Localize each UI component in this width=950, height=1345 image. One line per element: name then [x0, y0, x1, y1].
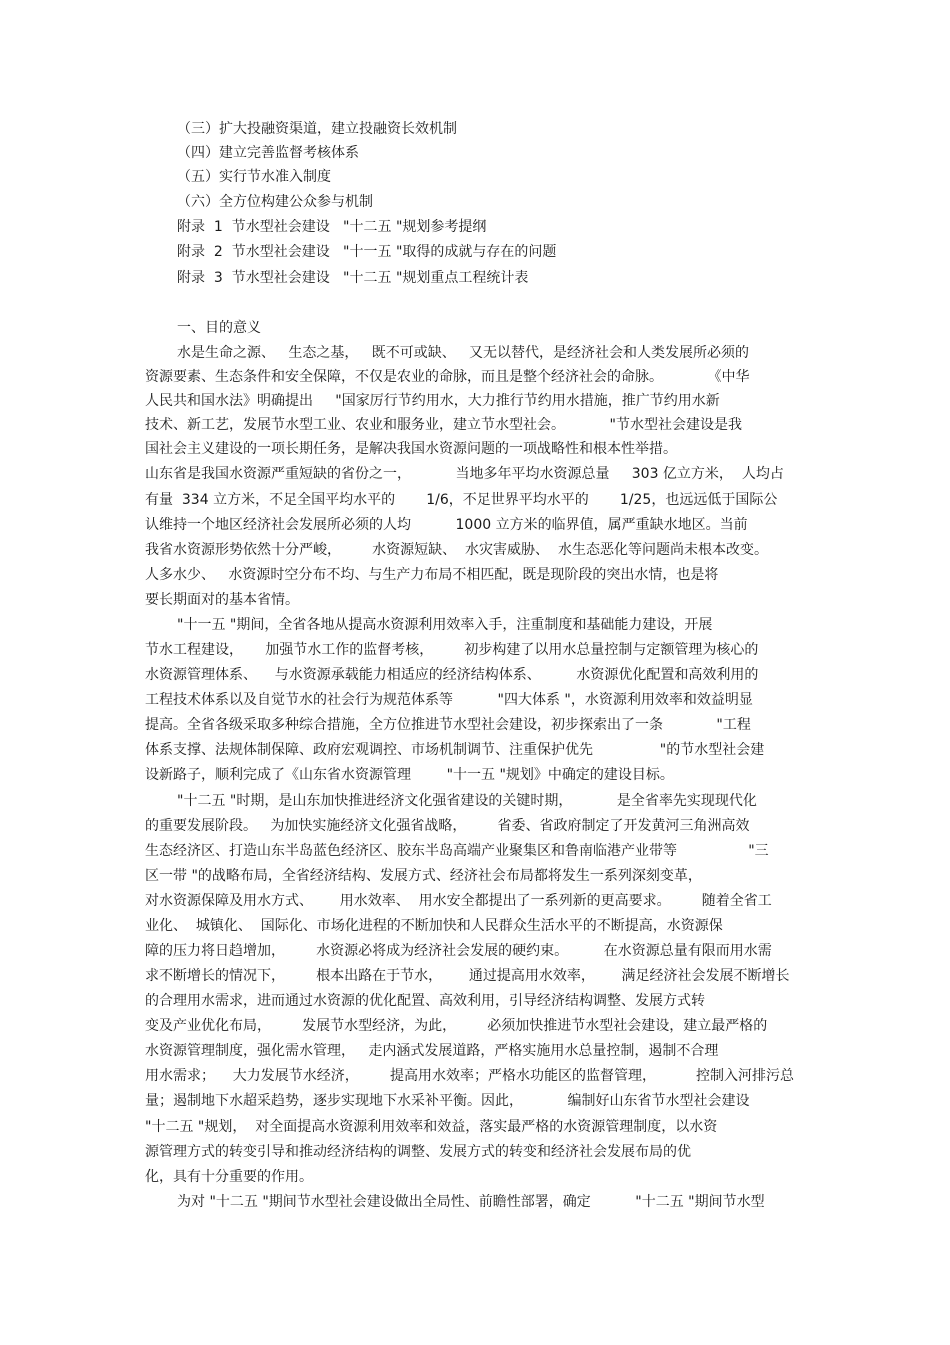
text-line: 资源要素、生态条件和安全保障，不仅是农业的命脉，而且是整个经济社会的命脉。 《中华	[145, 369, 750, 385]
toc-item: （五）实行节水准入制度	[177, 169, 331, 185]
text-line: 水资源管理体系、 与水资源承载能力相适应的经济结构体系、 水资源优化配置和高效利用的	[145, 667, 759, 683]
text-line: 节水工程建设， 加强节水工作的监督考核， 初步构建了以用水总量控制与定额管理为核心的	[145, 642, 759, 658]
text-line: 技术、新工艺，发展节水型工业、农业和服务业，建立节水型社会。 "节水型社会建设是我	[145, 417, 742, 433]
text-line: 水资源管理制度，强化需水管理， 走内涵式发展道路，严格实施用水总量控制，遏制不合理	[145, 1043, 719, 1059]
text-line: 求不断增长的情况下， 根本出路在于节水， 通过提高用水效率， 满足经济社会发展不断增长	[145, 968, 790, 984]
text-line: 生态经济区、打造山东半岛蓝色经济区、胶东半岛高端产业聚集区和鲁南临港产业带等 "三	[145, 843, 769, 859]
text-line: "十二五 "规划， 对全面提高水资源利用效率和效益，落实最严格的水资源管理制度，以水资	[145, 1119, 718, 1135]
toc-item: （四）建立完善监督考核体系	[177, 145, 359, 161]
text-line: 水是生命之源、 生态之基， 既不可或缺、 又无以替代，是经济社会和人类发展所必须的	[177, 345, 750, 361]
toc-appendix-item: 附录 3 节水型社会建设 "十二五 "规划重点工程统计表	[177, 270, 529, 286]
text-line: 设新路子，顺利完成了《山东省水资源管理 "十一五 "规划》中确定的建设目标。	[145, 767, 674, 783]
text-line: 障的压力将日趋增加， 水资源必将成为经济社会发展的硬约束。 在水资源总量有限而用水需	[145, 943, 772, 959]
text-line: 源管理方式的转变引导和推动经济结构的调整、发展方式的转变和经济社会发展布局的优	[145, 1144, 691, 1160]
text-line: 有量 334 立方米，不足全国平均水平的 1/6，不足世界平均水平的 1/25，也远远低于国际公	[145, 492, 778, 508]
text-line: 用水需求； 大力发展节水经济， 提高用水效率；严格水功能区的监督管理， 控制入河排污总	[145, 1068, 795, 1084]
toc-appendix-item: 附录 2 节水型社会建设 "十一五 "取得的成就与存在的问题	[177, 244, 557, 260]
text-line: 人民共和国水法》明确提出 "国家厉行节约用水，大力推行节约用水措施，推广节约用水新	[145, 393, 720, 409]
text-line: 的重要发展阶段。 为加快实施经济文化强省战略， 省委、省政府制定了开发黄河三角洲高效	[145, 818, 750, 834]
toc-item: （六）全方位构建公众参与机制	[177, 194, 373, 210]
text-line: 国社会主义建设的一项长期任务，是解决我国水资源问题的一项战略性和根本性举措。	[145, 441, 677, 457]
text-line: 提高。全省各级采取多种综合措施，全方位推进节水型社会建设，初步探索出了一条 "工程	[145, 717, 751, 733]
text-line: 体系支撑、法规体制保障、政府宏观调控、市场机制调节、注重保护优先 "的节水型社会建	[145, 742, 765, 758]
toc-item: （三）扩大投融资渠道，建立投融资长效机制	[177, 121, 457, 137]
text-line: 人多水少、 水资源时空分布不均、与生产力布局不相匹配，既是现阶段的突出水情，也是将	[145, 567, 719, 583]
toc-appendix-item: 附录 1 节水型社会建设 "十二五 "规划参考提纲	[177, 219, 487, 235]
text-line: "十二五 "时期，是山东加快推进经济文化强省建设的关键时期， 是全省率先实现现代化	[177, 793, 757, 809]
text-line: 山东省是我国水资源严重短缺的省份之一， 当地多年平均水资源总量 303 亿立方米， 人均占	[145, 466, 784, 482]
text-line: 量；遏制地下水超采趋势，逐步实现地下水采补平衡。因此， 编制好山东省节水型社会建设	[145, 1093, 750, 1109]
text-line: 变及产业优化布局， 发展节水型经济，为此， 必须加快推进节水型社会建设，建立最严格的	[145, 1018, 768, 1034]
text-line: "十一五 "期间，全省各地从提高水资源利用效率入手，注重制度和基础能力建设，开展	[177, 617, 713, 633]
section-heading: 一、目的意义	[177, 320, 261, 336]
text-line: 要长期面对的基本省情。	[145, 592, 299, 608]
text-line: 业化、 城镇化、 国际化、市场化进程的不断加快和人民群众生活水平的不断提高，水资源保	[145, 918, 723, 934]
text-line: 我省水资源形势依然十分严峻， 水资源短缺、 水灾害威胁、 水生态恶化等问题尚未根本改变。	[145, 542, 768, 558]
text-line: 化，具有十分重要的作用。	[145, 1169, 313, 1185]
text-line: 工程技术体系以及自觉节水的社会行为规范体系等 "四大体系 "，水资源利用效率和效益明显	[145, 692, 753, 708]
text-line: 对水资源保障及用水方式、 用水效率、 用水安全都提出了一系列新的更高要求。 随着全省工	[145, 893, 772, 909]
text-line: 认维持一个地区经济社会发展所必须的人均 1000 立方米的临界值，属严重缺水地区。当前	[145, 517, 748, 533]
text-line: 为对 "十二五 "期间节水型社会建设做出全局性、前瞻性部署，确定 "十二五 "期间节水型	[177, 1194, 765, 1210]
text-line: 的合理用水需求，进而通过水资源的优化配置、高效利用，引导经济结构调整、发展方式转	[145, 993, 705, 1009]
text-line: 区一带 "的战略布局，全省经济结构、发展方式、经济社会布局都将发生一系列深刻变革，	[145, 868, 702, 884]
